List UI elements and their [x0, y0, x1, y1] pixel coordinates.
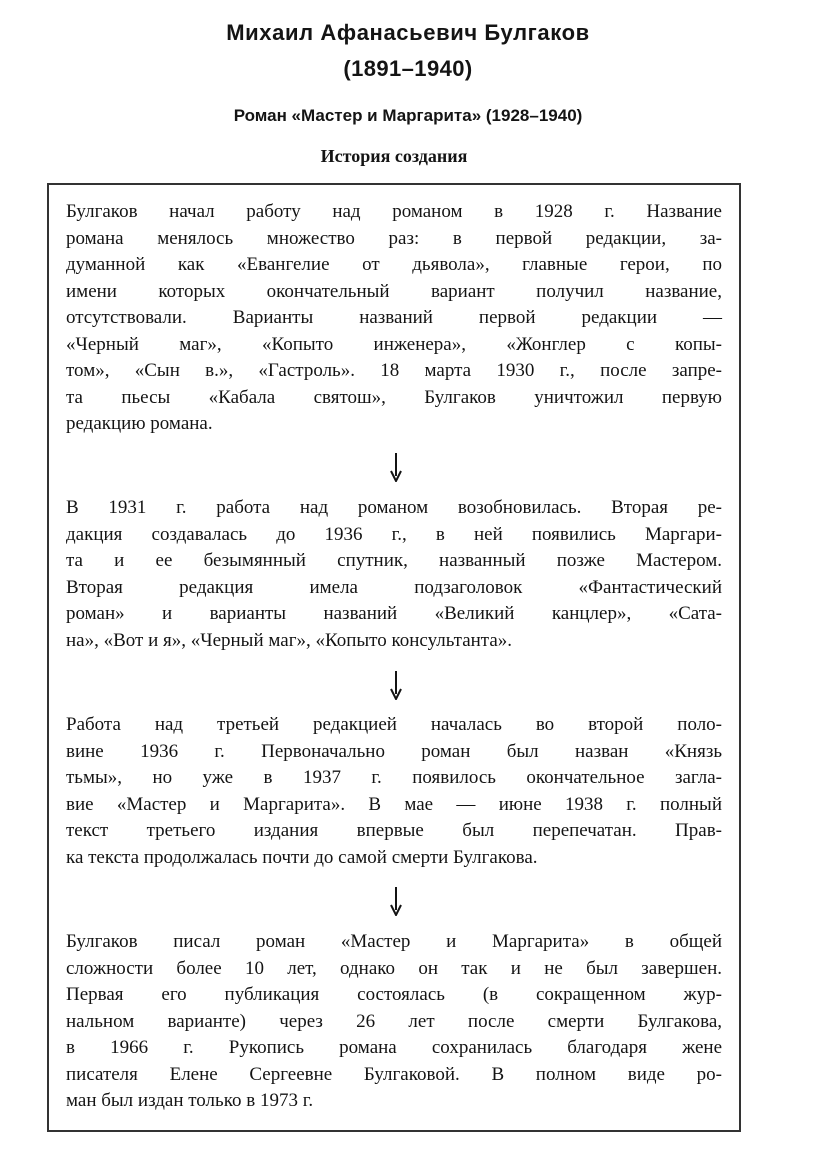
text-line: тьмы», но уже в 1937 г. появилось окончательное загла- [66, 767, 722, 788]
text-line: романа менялось множество раз: в первой редакции, за- [66, 227, 722, 249]
text-line: редакцию романа. [66, 413, 213, 434]
text-line: писателя Елене Сергеевне Булгаковой. В полном виде ро- [66, 1063, 722, 1085]
down-arrow-icon [386, 452, 406, 482]
text-line: вие «Мастер и Маргарита». В мае — июне 1938 г. полный [66, 793, 722, 815]
paragraph-first-edition [66, 199, 722, 438]
text-line: текст третьего издания впервые был перепечатан. Прав- [66, 820, 722, 841]
text-line: Вторая редакция имела подзаголовок «Фантастический [66, 576, 722, 598]
text-line: та пьесы «Кабала святош», Булгаков уничтожил первую [66, 386, 722, 408]
text-line: ка текста продолжалась почти до самой смерти Булгакова. [66, 846, 538, 868]
novel-title: Роман «Мастер и Маргарита» (1928–1940) [233, 106, 583, 125]
paragraph-third-edition [66, 712, 722, 871]
text-line: Первая его публикация состоялась (в сокращенном жур- [66, 984, 722, 1005]
text-line: дакция создавалась до 1936 г., в ней появились Маргари- [66, 523, 722, 545]
text-line: Булгаков начал работу над романом в 1928 г. Название [66, 201, 722, 222]
text-line: ман был издан только в 1973 г. [66, 1090, 314, 1111]
text-line: в 1966 г. Рукопись романа сохранилась благодаря жене [66, 1037, 722, 1058]
paragraph-second-edition [66, 495, 722, 654]
text-line: В 1931 г. работа над романом возобновилась. Вторая ре- [66, 497, 722, 518]
text-line: отсутствовали. Варианты названий первой редакции — [66, 307, 722, 328]
text-line: роман» и варианты названий «Великий канцлер», «Сата- [66, 603, 722, 624]
text-line: имени которых окончательный вариант получил название, [66, 280, 722, 302]
text-line: сложности более 10 лет, однако он так и не был завершен. [66, 957, 722, 979]
text-line: думанной как «Евангелие от дьявола», главные герои, по [66, 254, 722, 275]
author-years: (1891–1940) [343, 56, 473, 81]
section-title: История создания [320, 146, 468, 166]
text-line: вине 1936 г. Первоначально роман был назван «Князь [66, 740, 722, 762]
author-name: Михаил Афанасьевич Булгаков [226, 20, 590, 45]
text-line: нальном варианте) через 26 лет после смерти Булгакова, [66, 1010, 722, 1032]
paragraph-publication [66, 929, 722, 1115]
text-line: «Черный маг», «Копыто инженера», «Жонглер с копы- [66, 333, 722, 355]
text-line: на», «Вот и я», «Черный маг», «Копыто консультанта». [66, 629, 513, 651]
text-line: том», «Сын в.», «Гастроль». 18 марта 1930 г., после запре- [66, 360, 722, 381]
text-line: Булгаков писал роман «Мастер и Маргарита» в общей [66, 931, 722, 952]
text-line: Работа над третьей редакцией началась во второй поло- [66, 714, 722, 735]
down-arrow-icon [386, 670, 406, 700]
down-arrow-icon [386, 886, 406, 916]
text-line: та и ее безымянный спутник, названный позже Мастером. [66, 550, 722, 571]
